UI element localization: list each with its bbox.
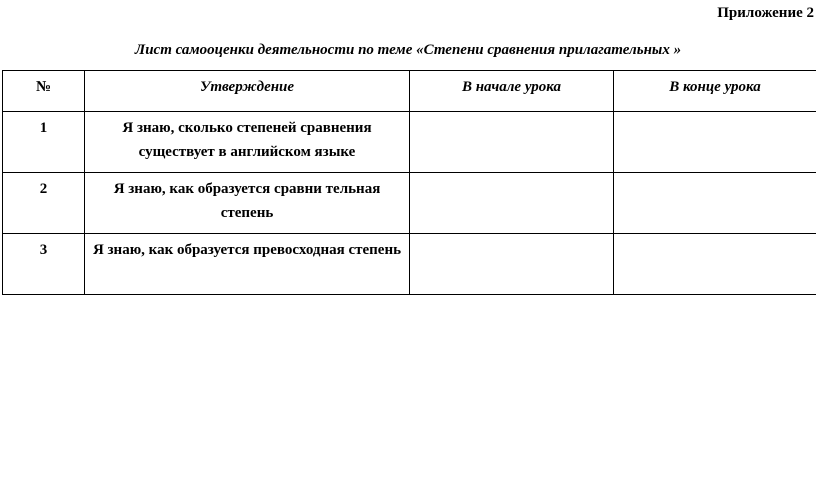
row-lesson-end-cell[interactable] xyxy=(614,173,816,234)
row-number: 3 xyxy=(3,234,85,295)
header-number: № xyxy=(3,71,85,112)
table-row xyxy=(3,234,816,295)
row-statement: Я знаю, сколько степеней сравнения существует в английском языке xyxy=(85,112,410,173)
self-assessment-table xyxy=(2,70,816,295)
row-statement: Я знаю, как образуется сравни тельная степень xyxy=(85,173,410,234)
row-statement: Я знаю, как образуется превосходная степень xyxy=(85,234,410,295)
row-number: 2 xyxy=(3,173,85,234)
header-statement: Утверждение xyxy=(85,71,410,112)
row-lesson-start-cell[interactable] xyxy=(410,234,614,295)
row-lesson-start-cell[interactable] xyxy=(410,112,614,173)
header-lesson-end: В конце урока xyxy=(614,71,816,112)
row-lesson-end-cell[interactable] xyxy=(614,112,816,173)
table-row xyxy=(3,173,816,234)
document-title: Лист самооценки деятельности по теме «Степени сравнения прилагательных » xyxy=(134,42,682,58)
row-number: 1 xyxy=(3,112,85,173)
table-row xyxy=(3,112,816,173)
row-lesson-start-cell[interactable] xyxy=(410,173,614,234)
row-lesson-end-cell[interactable] xyxy=(614,234,816,295)
header-lesson-start: В начале урока xyxy=(410,71,614,112)
appendix-label: Приложение 2 xyxy=(717,5,814,21)
table-header-row xyxy=(3,71,816,112)
